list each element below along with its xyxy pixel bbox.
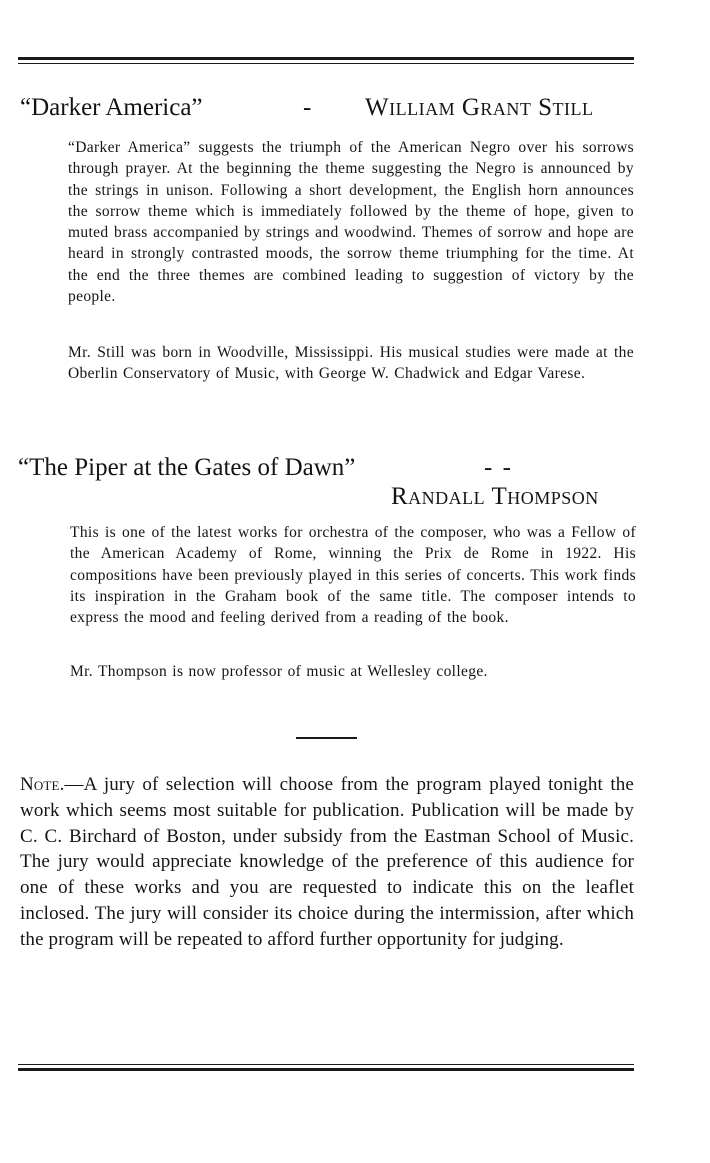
- note-heading: Note: [20, 774, 60, 795]
- entry2-dashes: - -: [484, 454, 513, 481]
- entry1-composer: William Grant Still: [365, 94, 594, 121]
- note-body: A jury of selection will choose from the program played tonight the work which seems most suitable for publication. Publication will be made by C. C. Birchard of Boston, under subsidy from the Eastman School of Music. The jury would appreciate knowledge of the preference of this audience for one of these works and you are requested to indicate this on the leaflet inclosed. The jury will consider its choice during the intermission, after which the program will be repeated to afford further opportunity for judging.: [20, 774, 634, 950]
- entry1-description: “Darker America” suggests the triumph of the American Negro over his sorrows through prayer. At the beginning the theme suggesting the Negro is announced by the strings in unison. Following a short development, the English horn announces the sorrow theme which is immediately followed by the theme of hope, given to muted brass accompanied by strings and woodwind. Themes of sorrow and hope are heard in strongly contrasted moods, the sorrow theme triumphing for the time. At the end the three themes are combined leading to suggestion of victory by the people.: [68, 139, 634, 306]
- entry2-bio: Mr. Thompson is now professor of music at Wellesley college.: [70, 663, 488, 680]
- top-double-rule: [18, 57, 634, 64]
- bottom-rule-thin: [18, 1064, 634, 1065]
- note-separator: .—: [59, 774, 84, 795]
- top-rule-thick: [18, 57, 634, 60]
- entry2-description: This is one of the latest works for orchestra of the composer, who was a Fellow of the American Academy of Rome, winning the Prix de Rome in 1922. His compositions have been previously played in this series of concerts. This work finds its inspiration in the Graham book of the same title. The composer intends to express the mood and feeling derived from a reading of the book.: [70, 524, 636, 627]
- bottom-double-rule: [18, 1064, 634, 1071]
- entry1-title: “Darker America”: [20, 94, 203, 121]
- note-paragraph: [20, 772, 634, 953]
- entry1-dash: -: [303, 94, 312, 121]
- section-divider: [296, 737, 357, 739]
- entry2-composer: Randall Thompson: [391, 483, 599, 510]
- top-rule-thin: [18, 63, 634, 64]
- entry1-bio: Mr. Still was born in Woodville, Mississippi. His musical studies were made at the Oberlin Conservatory of Music, with George W. Chadwick and Edgar Varese.: [68, 344, 634, 383]
- entry2-title: “The Piper at the Gates of Dawn”: [18, 454, 356, 481]
- bottom-rule-thick: [18, 1068, 634, 1071]
